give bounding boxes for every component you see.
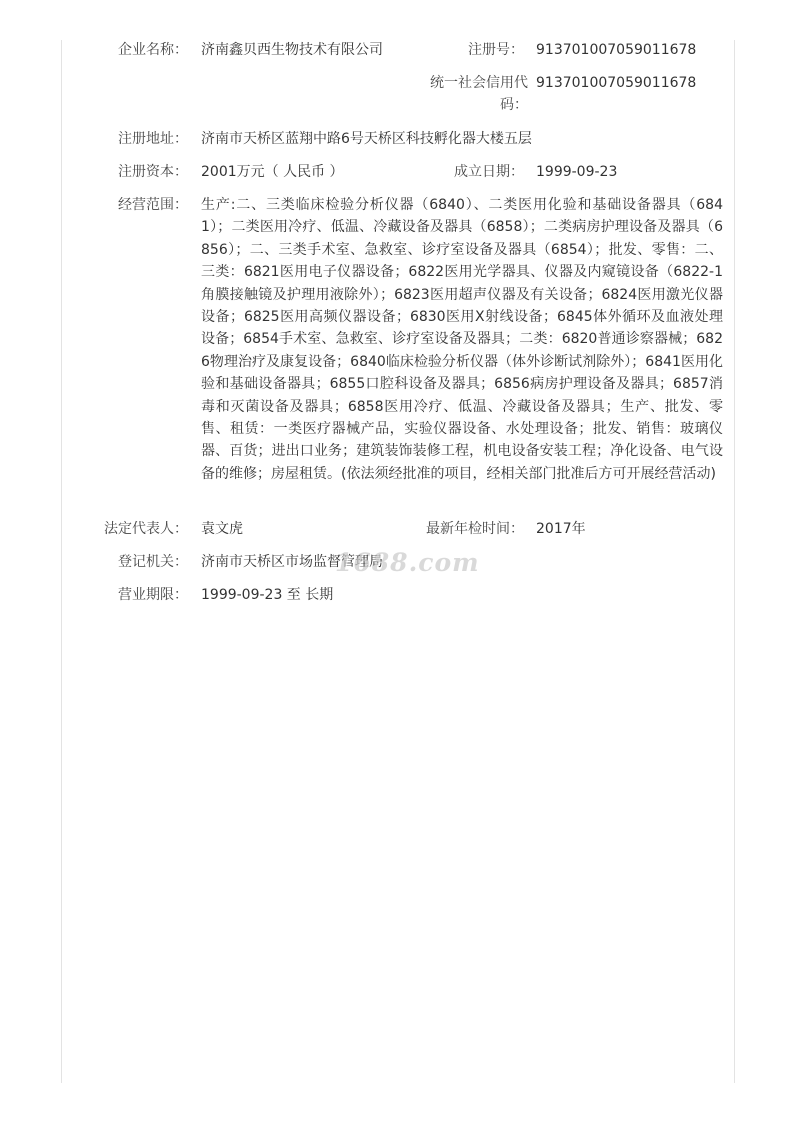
authority-label: 登记机关： [118,554,188,570]
company-name: 济南鑫贝西生物技术有限公司 [201,42,383,58]
scope-label: 经营范围： [118,197,188,213]
business-scope: 生产:二、三类临床检验分析仪器（6840）、二类医用化验和基础设备器具（6841）；二类医用冷疗、低温、冷藏设备及器具（6858）；二类病房护理设备及器具（6856）；二、三类手术室、急救室、诊疗室设备及器具（6854）；批发、零售：二、三类：6821医用电子仪器设备；6822医用光学器具、仪器及内窥镜设备（6822-1角膜接触镜及护理用液除外）；6823医用超声仪器及有关设备；6824医用激光仪器设备；6825医用高频仪器设备；6830医用X射线设备；6845体外循环及血液处理设备；6854手术室、急救室、诊疗室设备及器具；二类：6820普通诊察器械；6826物理治疗及康复设备；6840临床检验分析仪器（体外诊断试剂除外）；6841医用化验和基础设备器具；6855口腔科设备及器具；6856病房护理设备及器具；6857消毒和灭菌设备及器具；6858医用冷疗、低温、冷藏设备及器具；生产、批发、零售、租赁：一类医疗器械产品，实验仪器设备、水处理设备；批发、销售：玻璃仪器、百货；进出口业务；建筑装饰装修工程，机电设备安装工程；净化设备、电气设备的维修；房屋租赁。(依法须经批准的项目，经相关部门批准后方可开展经营活动) [201,197,723,482]
watermark-logo: 1688.com [335,548,480,577]
term-label: 营业期限： [118,587,188,603]
founded-label: 成立日期： [454,164,524,180]
legal-rep-label: 法定代表人： [104,521,188,537]
authority: 济南市天桥区市场监督管理局 [201,554,383,570]
business-term: 1999-09-23 至 长期 [201,587,334,603]
legal-rep: 袁文虎 [201,521,243,537]
address-label: 注册地址： [118,131,188,147]
company-name-label: 企业名称： [118,42,188,58]
capital-label: 注册资本： [118,164,188,180]
credit-code: 913701007059011678 [536,75,697,91]
inspection: 2017年 [536,521,586,537]
address: 济南市天桥区蓝翔中路6号天桥区科技孵化器大楼五层 [201,131,532,147]
reg-no-label: 注册号： [468,42,524,58]
founded: 1999-09-23 [536,164,618,180]
reg-no: 913701007059011678 [536,42,697,58]
credit-code-label: 统一社会信用代码： [430,75,528,113]
capital: 2001万元（ 人民币 ） [201,164,344,180]
inspection-label: 最新年检时间： [426,521,524,537]
